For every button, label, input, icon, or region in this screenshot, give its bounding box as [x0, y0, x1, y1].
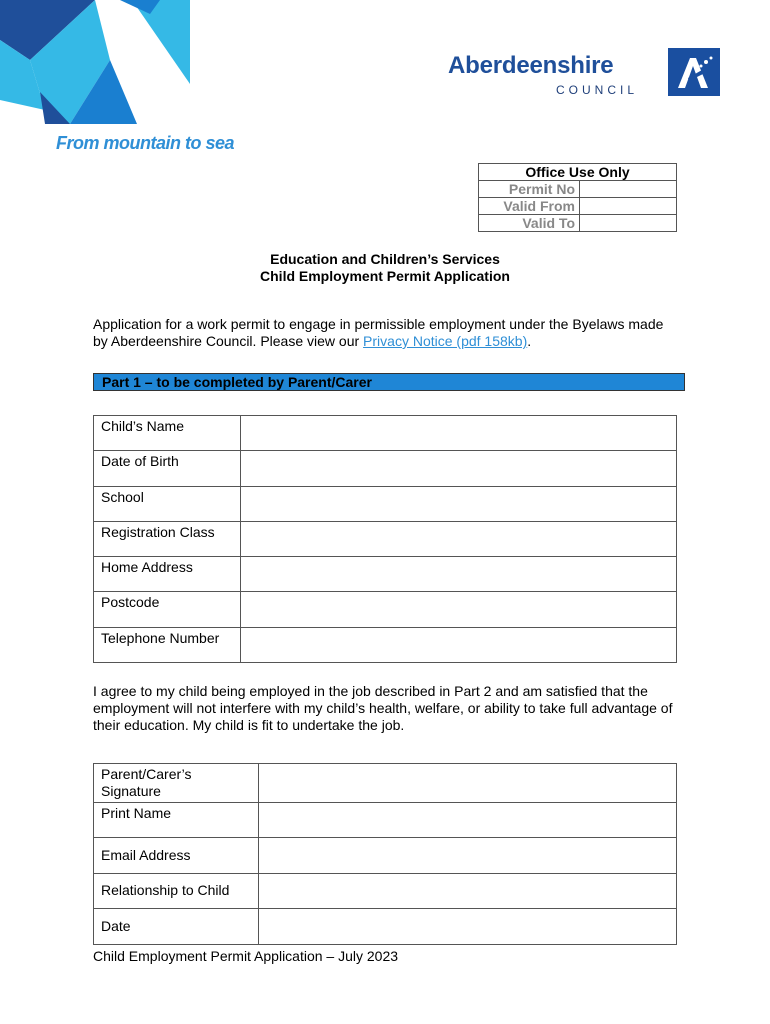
- home-address-field[interactable]: [241, 557, 677, 592]
- childs-name-label: Child’s Name: [94, 416, 241, 451]
- email-address-field[interactable]: [259, 838, 677, 873]
- table-row: [94, 416, 677, 451]
- office-use-table: [478, 163, 677, 232]
- signature-label: Parent/Carer’s Signature: [94, 764, 259, 803]
- postcode-label: Postcode: [94, 592, 241, 627]
- date-of-birth-field[interactable]: [241, 451, 677, 486]
- school-field[interactable]: [241, 486, 677, 521]
- table-row: [94, 764, 677, 803]
- home-address-label: Home Address: [94, 557, 241, 592]
- date-label: Date: [94, 909, 259, 944]
- department-heading: Education and Children’s Services: [270, 251, 500, 267]
- table-row: [94, 451, 677, 486]
- valid-from-field[interactable]: [580, 198, 677, 215]
- table-row: [479, 198, 677, 215]
- valid-to-label: Valid To: [479, 215, 580, 232]
- table-row: [94, 803, 677, 838]
- print-name-field[interactable]: [259, 803, 677, 838]
- table-row: [479, 181, 677, 198]
- council-subtitle: COUNCIL: [556, 83, 639, 97]
- childs-name-field[interactable]: [241, 416, 677, 451]
- council-name: Aberdeenshire: [448, 52, 614, 79]
- council-decorative-graphic: [0, 0, 200, 130]
- table-row: [94, 909, 677, 944]
- page-footer: Child Employment Permit Application – July 2023: [93, 948, 399, 964]
- table-row: [479, 215, 677, 232]
- table-row: [94, 873, 677, 908]
- date-field[interactable]: [259, 909, 677, 944]
- signature-field[interactable]: [259, 764, 677, 803]
- relationship-label: Relationship to Child: [94, 873, 259, 908]
- postcode-field[interactable]: [241, 592, 677, 627]
- part1-section-header: Part 1 – to be completed by Parent/Carer: [93, 373, 685, 391]
- table-row: [94, 838, 677, 873]
- table-row: [94, 521, 677, 556]
- child-details-table: [93, 415, 677, 663]
- intro-text: Application for a work permit to engage in permissible employment under the Byelaws made by Aberdeenshire Council. Please view our: [93, 316, 664, 349]
- relationship-field[interactable]: [259, 873, 677, 908]
- council-tagline: From mountain to sea: [56, 133, 235, 153]
- intro-paragraph: [93, 316, 677, 350]
- intro-suffix: .: [527, 333, 532, 349]
- document-title: Child Employment Permit Application: [260, 268, 510, 284]
- table-row: [94, 486, 677, 521]
- consent-statement: I agree to my child being employed in the job described in Part 2 and am satisfied that the employment will not interfere with my child’s health, welfare, or ability to take full advantage of their education. My child is fit to undertake the job.: [93, 683, 673, 733]
- date-of-birth-label: Date of Birth: [94, 451, 241, 486]
- registration-class-label: Registration Class: [94, 521, 241, 556]
- aberdeenshire-logo-icon: [668, 48, 720, 96]
- parent-details-table: [93, 763, 677, 945]
- print-name-label: Print Name: [94, 803, 259, 838]
- privacy-notice-link[interactable]: Privacy Notice (pdf 158kb): [363, 333, 528, 349]
- table-row: [94, 557, 677, 592]
- registration-class-field[interactable]: [241, 521, 677, 556]
- permit-no-label: Permit No: [479, 181, 580, 198]
- permit-no-field[interactable]: [580, 181, 677, 198]
- email-address-label: Email Address: [94, 838, 259, 873]
- valid-to-field[interactable]: [580, 215, 677, 232]
- telephone-number-field[interactable]: [241, 627, 677, 662]
- table-row: [94, 627, 677, 662]
- school-label: School: [94, 486, 241, 521]
- telephone-number-label: Telephone Number: [94, 627, 241, 662]
- table-row: [94, 592, 677, 627]
- valid-from-label: Valid From: [479, 198, 580, 215]
- office-use-title: Office Use Only: [479, 164, 677, 181]
